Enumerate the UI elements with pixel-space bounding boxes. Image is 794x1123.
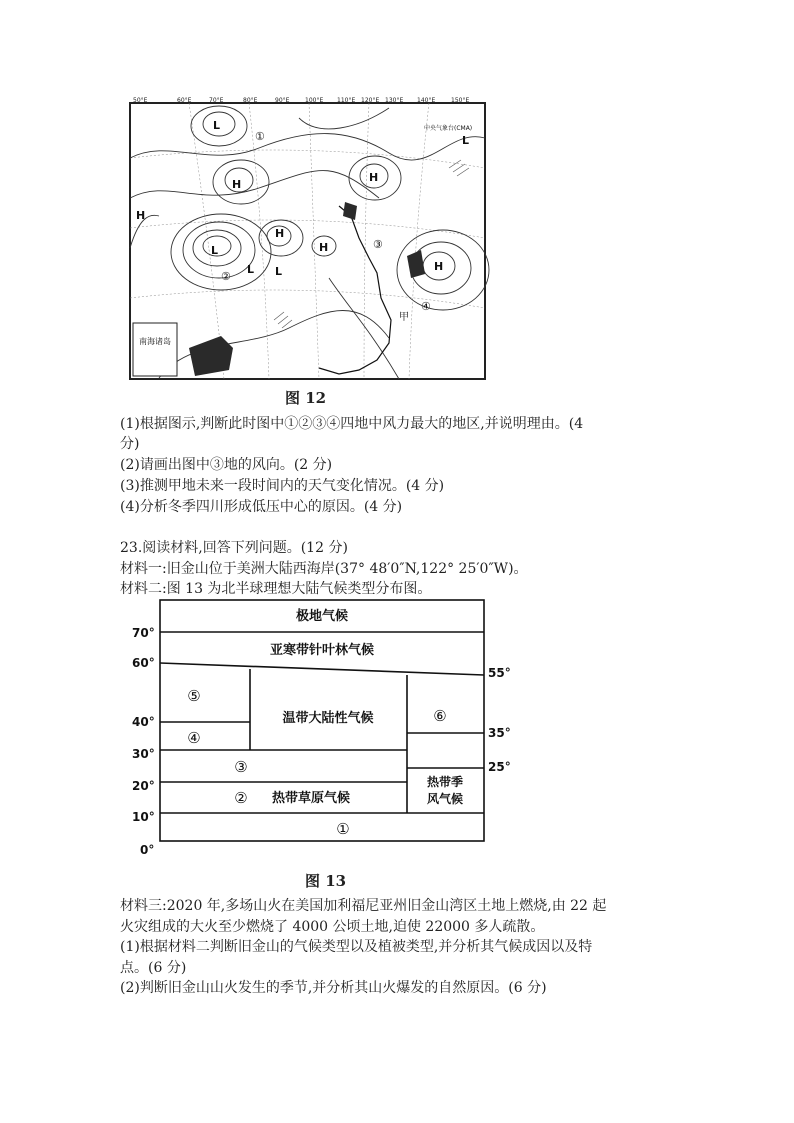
svg-text:70°: 70°: [132, 626, 155, 640]
low-label: L: [211, 244, 219, 257]
svg-text:25°: 25°: [488, 760, 511, 774]
zone-polar: 极地气候: [295, 609, 349, 624]
low-label: L: [247, 263, 255, 276]
marker-1: ①: [255, 130, 265, 143]
svg-text:140°E: 140°E: [417, 97, 436, 104]
high-label: H: [232, 178, 242, 191]
zone-subarctic: 亚寒带针叶林气候: [269, 643, 375, 658]
svg-text:150°E: 150°E: [451, 97, 470, 104]
jia-label: 甲: [399, 312, 409, 323]
svg-text:0°: 0°: [140, 843, 155, 857]
svg-text:130°E: 130°E: [385, 97, 404, 104]
latitude-axis-left: [132, 626, 155, 857]
q23-title: 23.阅读材料,回答下列问题。(12 分): [120, 540, 348, 556]
weather-map-figure-12: [129, 98, 487, 380]
high-label: H: [369, 171, 379, 184]
svg-text:55°: 55°: [488, 666, 511, 680]
low-label: L: [275, 265, 283, 278]
q22-sub1: (1)根据图示,判断此时图中①②③④四地中风力最大的地区,并说明理由。(4: [120, 416, 584, 432]
svg-text:90°E: 90°E: [275, 97, 290, 104]
zone-marker-4: ④: [187, 729, 201, 747]
svg-text:120°E: 120°E: [361, 97, 380, 104]
q23-sub2: (2)判断旧金山山火发生的季节,并分析其山火爆发的自然原因。(6 分): [120, 980, 547, 996]
high-label: H: [136, 209, 146, 222]
south-china-sea-inset: [133, 323, 177, 376]
svg-text:50°E: 50°E: [133, 97, 148, 104]
svg-text:60°: 60°: [132, 656, 155, 670]
climate-distribution-figure-13: [128, 597, 511, 865]
svg-text:60°E: 60°E: [177, 97, 192, 104]
q22-sub4: (4)分析冬季四川形成低压中心的原因。(4 分): [120, 499, 403, 515]
inset-label: 南海诸岛: [139, 337, 171, 346]
svg-text:110°E: 110°E: [337, 97, 356, 104]
q22-sub2: (2)请画出图中③地的风向。(2 分): [120, 457, 333, 473]
q22-sub3: (3)推测甲地未来一段时间内的天气变化情况。(4 分): [120, 478, 445, 494]
marker-3: ③: [373, 238, 383, 251]
marker-4: ④: [421, 300, 431, 313]
zone-marker-6: ⑥: [433, 707, 447, 725]
high-label: H: [275, 227, 285, 240]
zone-marker-5: ⑤: [187, 687, 201, 705]
zone-monsoon-line2: 风气候: [426, 792, 464, 806]
zone-monsoon-line1: 热带季: [426, 775, 464, 789]
zone-marker-3: ③: [234, 758, 248, 776]
q23-material2: 材料二:图 13 为北半球理想大陆气候类型分布图。: [120, 581, 432, 597]
svg-text:30°: 30°: [132, 747, 155, 761]
svg-text:100°E: 100°E: [305, 97, 324, 104]
high-label: H: [434, 260, 444, 273]
zone-savanna: 热带草原气候: [271, 791, 351, 806]
figure-12-caption: 图 12: [285, 389, 327, 407]
low-label: L: [213, 119, 221, 132]
agency-label: 中央气象台(CMA): [424, 125, 473, 132]
low-label: L: [462, 134, 470, 147]
q22-sub1-cont: 分): [120, 436, 140, 452]
q23-sub1-cont: 点。(6 分): [120, 960, 187, 976]
high-label: H: [319, 241, 329, 254]
svg-text:20°: 20°: [132, 779, 155, 793]
zone-marker-1: ①: [336, 820, 350, 838]
latitude-axis-right: [488, 666, 511, 774]
svg-text:35°: 35°: [488, 726, 511, 740]
svg-text:10°: 10°: [132, 810, 155, 824]
zone-marker-2: ②: [234, 789, 248, 807]
marker-2: ②: [221, 270, 231, 283]
svg-text:70°E: 70°E: [209, 97, 224, 104]
q23-material3-line1: 材料三:2020 年,多场山火在美国加利福尼亚州旧金山湾区土地上燃烧,由 22 起: [120, 898, 607, 914]
figure-13-caption: 图 13: [305, 872, 347, 890]
svg-text:80°E: 80°E: [243, 97, 258, 104]
q23-material3-line2: 火灾组成的大火至少燃烧了 4000 公顷土地,迫使 22000 多人疏散。: [120, 919, 545, 935]
q23-sub1: (1)根据材料二判断旧金山的气候类型以及植被类型,并分析其气候成因以及特: [120, 939, 593, 955]
zone-temperate-continental: 温带大陆性气候: [282, 711, 374, 726]
q23-material1: 材料一:旧金山位于美洲大陆西海岸(37° 48′0″N,122° 25′0″W)。: [120, 561, 528, 577]
svg-text:40°: 40°: [132, 715, 155, 729]
